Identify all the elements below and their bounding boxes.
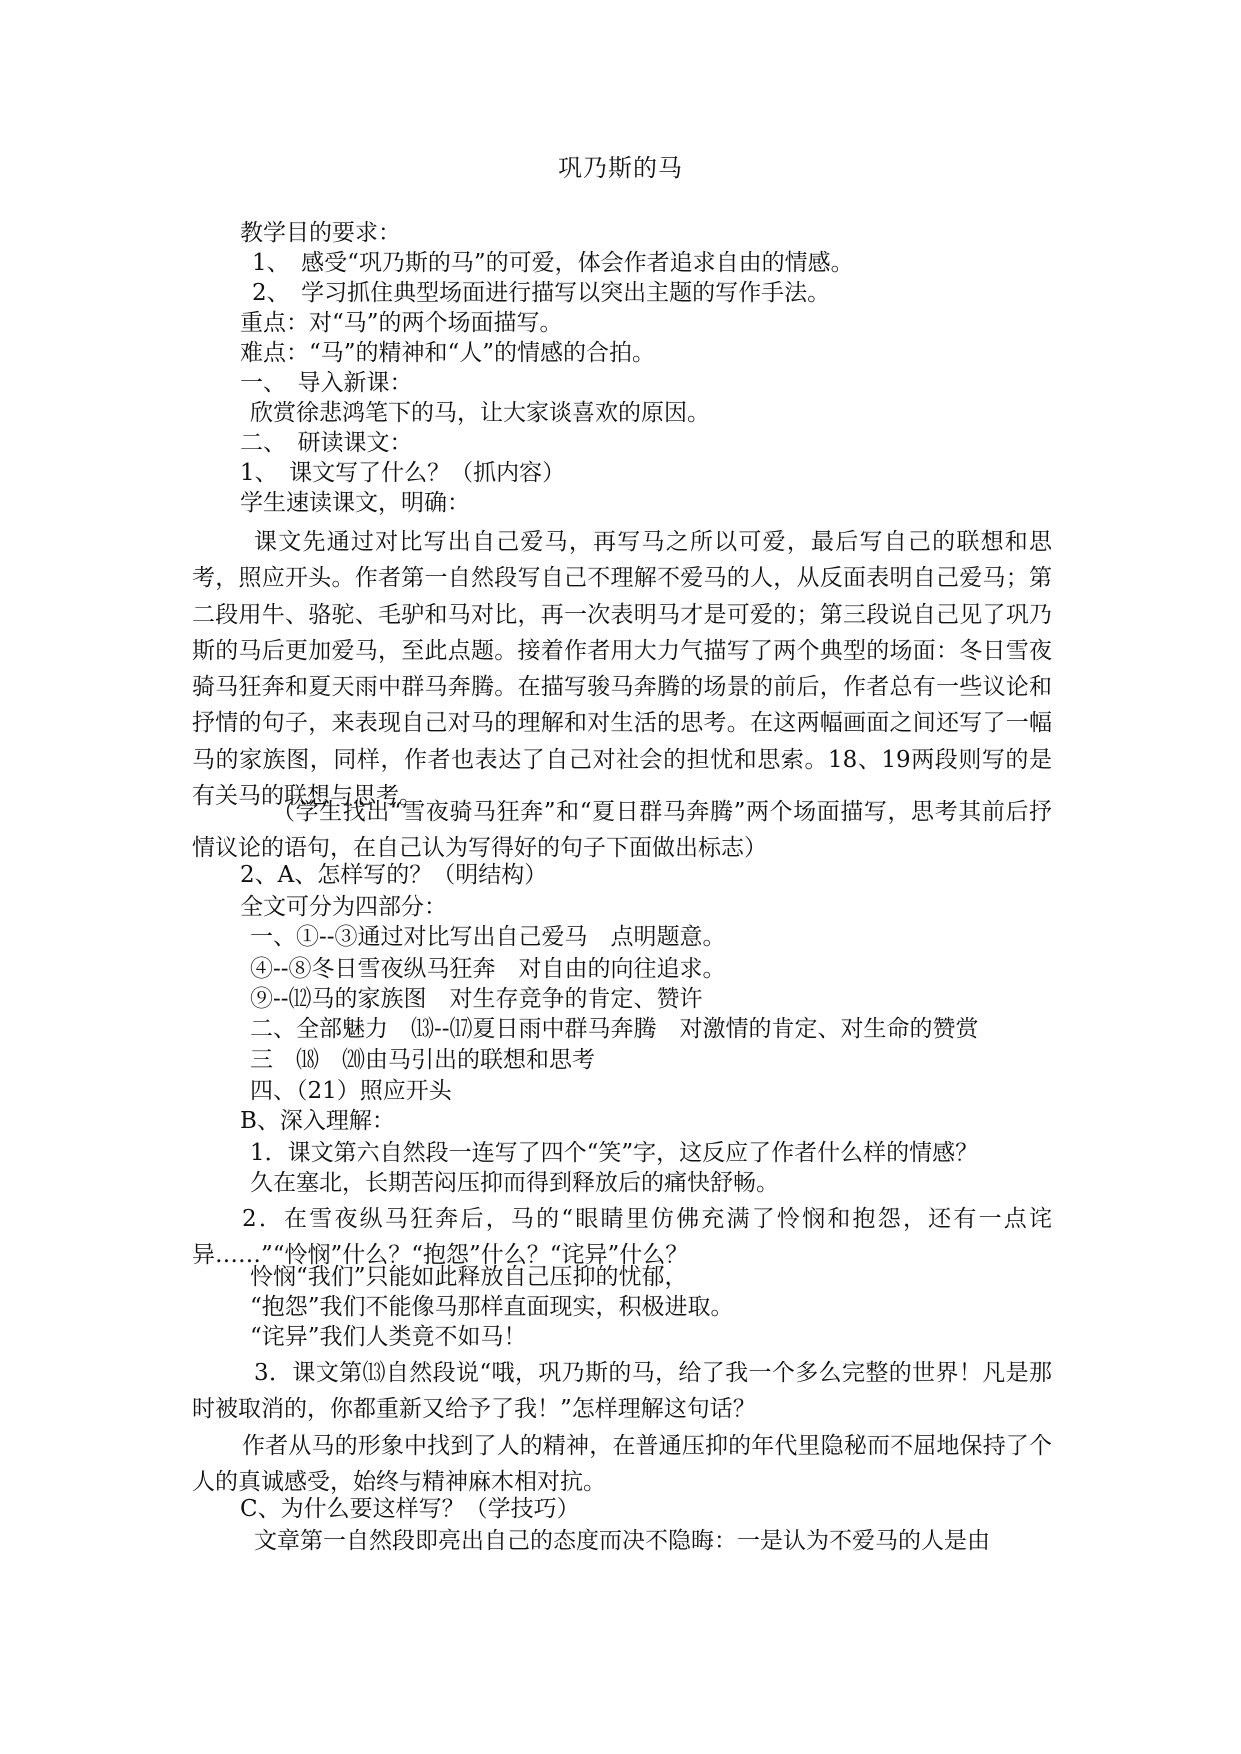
- structure-part-2: 二、全部魅力 ⒀--⒄夏日雨中群马奔腾 对激情的肯定、对生命的赞赏: [250, 1016, 979, 1042]
- question-b1: 1．课文第六自然段一连写了四个“笑”字，这反应了作者什么样的情感？: [250, 1140, 979, 1166]
- deep-understanding-heading: B、深入理解：: [240, 1108, 395, 1134]
- summary-paragraph: 课文先通过对比写出自己爱马，再写马之所以可爱，最后写自己的联想和思考，照应开头。作者第一自然段写自己不理解不爱马的人，从反面表明自己爱马；第二段用牛、骆驼、毛驴和马对比，再一次表明马才是可爱的；第三段说自己见了巩乃斯的马后更加爱马，至此点题。接着作者用大力气描写了两个典型的场面：冬日雪夜骑马狂奔和夏天雨中群马奔腾。在描写骏马奔腾的场景的前后，作者总有一些议论和抒情的句子，来表现自己对马的理解和对生活的思考。在这两幅画面之间还写了一幅马的家族图，同样，作者也表达了自己对社会的担忧和思索。18、19两段则写的是有关马的联想与思考。: [192, 529, 1052, 810]
- answer-b2-line-2: “抱怨”我们不能像马那样直面现实，积极进取。: [250, 1294, 734, 1320]
- objectives-heading: 教学目的要求：: [240, 220, 401, 246]
- answer-b2-line-1: 怜悯“我们”只能如此释放自己压抑的忧郁，: [250, 1264, 688, 1290]
- answer-b1: 久在塞北，长期苦闷压抑而得到释放后的痛快舒畅。: [250, 1170, 779, 1196]
- reading-note: 学生速读课文，明确：: [240, 490, 470, 516]
- document-title: 巩乃斯的马: [558, 154, 683, 182]
- answer-b2-line-3: “诧异”我们人类竟不如马！: [250, 1324, 527, 1350]
- question-c: C、为什么要这样写？（学技巧）: [240, 1496, 580, 1522]
- structure-part-1b: ④--⑧冬日雪夜纵马狂奔 对自由的向往追求。: [250, 956, 726, 982]
- structure-part-3: 三 ⒅ ⒇由马引出的联想和思考: [250, 1047, 595, 1073]
- objective-2: 2、 学习抓住典型场面进行描写以突出主题的写作手法。: [252, 280, 831, 306]
- difficult-point: 难点：“马”的精神和“人”的情感的合拍。: [240, 340, 656, 366]
- structure-part-1c: ⑨--⑿马的家族图 对生存竞争的肯定、赞许: [250, 986, 703, 1012]
- answer-c-start: 文章第一自然段即亮出自己的态度而决不隐晦：一是认为不爱马的人是由: [254, 1528, 990, 1554]
- question-1: 1、 课文写了什么？（抓内容）: [240, 460, 566, 486]
- objective-1: 1、 感受“巩乃斯的马”的可爱，体会作者追求自由的情感。: [252, 250, 854, 276]
- structure-intro: 全文可分为四部分：: [240, 894, 447, 920]
- question-b3: 3．课文第⒀自然段说“哦，巩乃斯的马，给了我一个多么完整的世界！凡是那时被取消的，你都重新又给予了我！”怎样理解这句话？: [192, 1360, 1052, 1423]
- section-2-heading: 二、 研读课文：: [240, 430, 413, 456]
- structure-part-1: 一、①--③通过对比写出自己爱马 点明题意。: [250, 924, 726, 950]
- student-task-paragraph: （学生找出“雪夜骑马狂奔”和“夏日群马奔腾”两个场面描写，思考其前后抒情议论的语句，在自己认为写得好的句子下面做出标志）: [192, 799, 1052, 862]
- question-2a: 2、A、怎样写的？（明结构）: [240, 862, 548, 888]
- question-b2: 2．在雪夜纵马狂奔后，马的“眼睛里仿佛充满了怜悯和抱怨，还有一点诧异……”“怜悯”什么？“抱怨”什么？“诧异”什么？: [192, 1206, 1052, 1269]
- structure-part-4: 四、（21）照应开头: [250, 1078, 452, 1104]
- key-point: 重点：对“马”的两个场面描写。: [240, 310, 563, 336]
- section-1-text: 欣赏徐悲鸿笔下的马，让大家谈喜欢的原因。: [250, 400, 710, 426]
- answer-b3: 作者从马的形象中找到了人的精神，在普通压抑的年代里隐秘而不屈地保持了个人的真诚感受，始终与精神麻木相对抗。: [192, 1433, 1052, 1496]
- section-1-heading: 一、 导入新课：: [240, 370, 413, 396]
